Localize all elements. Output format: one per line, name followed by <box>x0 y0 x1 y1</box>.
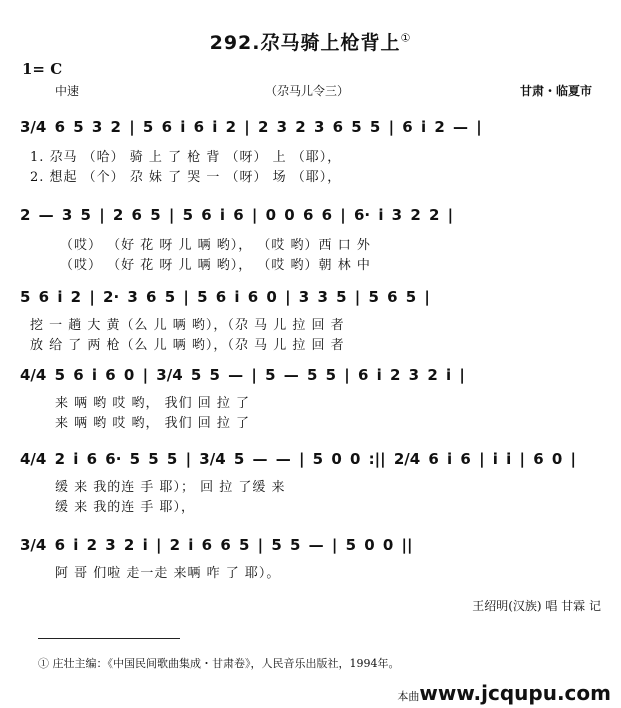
lyric-line: （哎） （好 花 呀 儿 唡 哟）， （哎 哟）朝 林 中 <box>60 258 371 273</box>
lyric-line: 放 给 了 两 枪（么 儿 唡 哟），（尕 马 儿 拉 回 者 <box>30 338 345 353</box>
song-title <box>0 28 621 55</box>
title-text: 292.尕马骑上枪背上 <box>209 32 401 54</box>
staff-notes: 3/4 6 5 3 2 | 5 6 i 6 i 2 | 2 3 2 3 6 5 5 | 6 i 2 — | <box>20 118 482 136</box>
lyric-line: （哎） （好 花 呀 儿 唡 哟）， （哎 哟）西 口 外 <box>60 238 371 253</box>
key-signature: 1= C <box>22 60 63 78</box>
title-footnote-mark: ① <box>400 31 412 45</box>
staff-notes: 5 6 i 2 | 2· 3 6 5 | 5 6 i 6 0 | 3 3 5 | 5 6 5 | <box>20 288 430 306</box>
lyric-line: 挖 一 趟 大 黄（么 儿 唡 哟），（尕 马 儿 拉 回 者 <box>30 318 345 333</box>
lyric-line: 1. 尕马 （哈） 骑 上 了 枪 背 （呀） 上 （耶）， <box>30 150 342 165</box>
staff-notes: 4/4 2 i 6 6· 5 5 5 | 3/4 5 — — | 5 0 0 :|| 2/4 6 i 6 | i i | 6 0 | <box>20 450 577 468</box>
site-prefix: 本曲 <box>397 690 420 703</box>
subtitle: （尕马儿令三） <box>265 84 350 98</box>
lyric-line: 来 唡 哟 哎 哟， 我们 回 拉 了 <box>55 416 251 431</box>
site-url: www.jcqupu.com <box>419 681 611 705</box>
staff-notes: 2 — 3 5 | 2 6 5 | 5 6 i 6 | 0 0 6 6 | 6· i 3 2 2 | <box>20 206 454 224</box>
lyric-line: 阿 哥 们啦 走一走 来唡 咋 了 耶）。 <box>55 566 281 581</box>
footnote-divider <box>38 638 180 639</box>
performer-credit: 王绍明(汉族) 唱 甘霖 记 <box>472 599 601 613</box>
staff-notes: 3/4 6 i 2 3 2 i | 2 i 6 6 5 | 5 5 — | 5 0 0 || <box>20 536 413 554</box>
tempo-marking: 中速 <box>55 84 80 98</box>
site-watermark <box>397 681 611 705</box>
lyric-line: 缓 来 我的连 手 耶）； 回 拉 了缓 来 <box>55 480 286 495</box>
footnote: ① 庄壮主编：《中国民间歌曲集成・甘肃卷》，人民音乐出版社，1994年。 <box>38 657 400 670</box>
lyric-line: 缓 来 我的连 手 耶）， <box>55 500 196 515</box>
staff-notes: 4/4 5 6 i 6 0 | 3/4 5 5 — | 5 — 5 5 | 6 i 2 3 2 i | <box>20 366 465 384</box>
lyric-line: 来 唡 哟 哎 哟， 我们 回 拉 了 <box>55 396 251 411</box>
lyric-line: 2. 想起 （个） 尕 妹 了 哭 一 （呀） 场 （耶）， <box>30 170 342 185</box>
region: 甘肃・临夏市 <box>520 84 593 98</box>
